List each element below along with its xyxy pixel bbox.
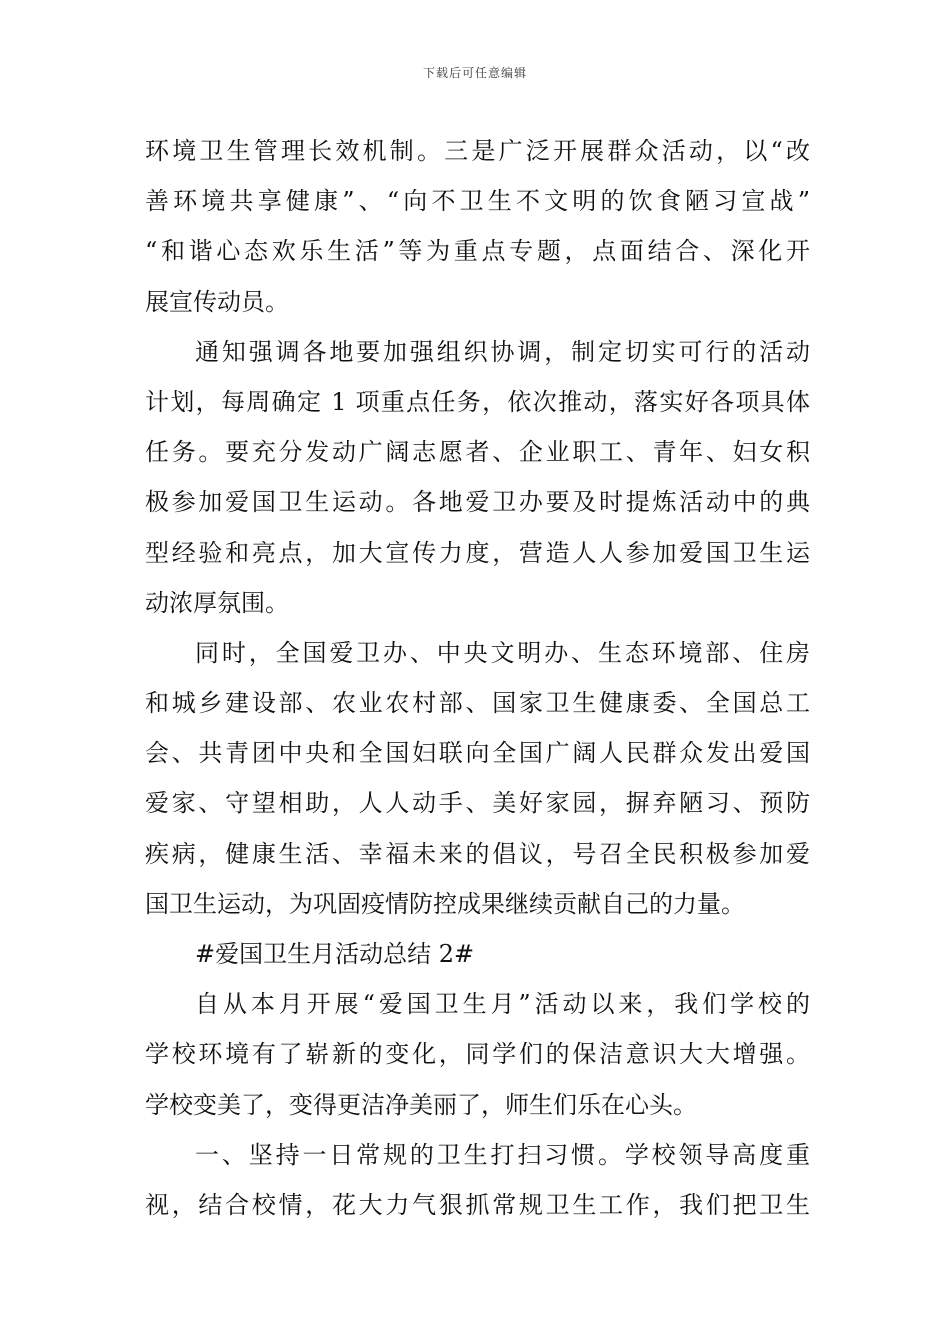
text-line: 善环境共享健康”、“向不卫生不文明的饮食陋习宣战” [145,187,810,216]
text-line: 爱家、守望相助，人人动手、美好家园，摒弃陋习、预防 [145,789,810,818]
text-line: 计划，每周确定 1 项重点任务，依次推动，落实好各项具体 [145,387,810,416]
text-line: 任务。要充分发动广阔志愿者、企业职工、青年、妇女积 [145,438,810,467]
text-line: 型经验和亮点，加大宣传力度，营造人人参加爱国卫生运 [145,538,810,567]
text-line: 国卫生运动，为巩固疫情防控成果继续贡献自己的力量。 [145,889,745,918]
text-line: 一、坚持一日常规的卫生打扫习惯。学校领导高度重 [195,1140,810,1169]
text-line: 学校变美了，变得更洁净美丽了，师生们乐在心头。 [145,1090,697,1119]
text-line: 视，结合校情，花大力气狠抓常规卫生工作，我们把卫生 [145,1190,810,1219]
document-body [145,126,810,1230]
text-line: 和城乡建设部、农业农村部、国家卫生健康委、全国总工 [145,689,810,718]
text-line: 通知强调各地要加强组织协调，制定切实可行的活动 [195,337,810,366]
text-line: 动浓厚氛围。 [145,588,289,617]
text-line: 极参加爱国卫生运动。各地爱卫办要及时提炼活动中的典 [145,488,810,517]
text-line: 同时，全国爱卫办、中央文明办、生态环境部、住房 [195,638,810,667]
text-line: 展宣传动员。 [145,287,289,316]
text-line: “和谐心态欢乐生活”等为重点专题，点面结合、深化开 [145,237,810,266]
text-line: 环境卫生管理长效机制。三是广泛开展群众活动，以“改 [145,137,810,165]
text-line: 学校环境有了崭新的变化，同学们的保洁意识大大增强。 [145,1040,810,1069]
text-line: 自从本月开展“爱国卫生月”活动以来，我们学校的 [195,990,810,1019]
text-line: 疾病，健康生活、幸福未来的倡议，号召全民积极参加爱 [145,839,810,868]
header-note: 下载后可任意编辑 [422,66,527,80]
text-line: 会、共青团中央和全国妇联向全国广阔人民群众发出爱国 [145,739,810,768]
section-heading: #爱国卫生月活动总结 2# [195,940,475,968]
